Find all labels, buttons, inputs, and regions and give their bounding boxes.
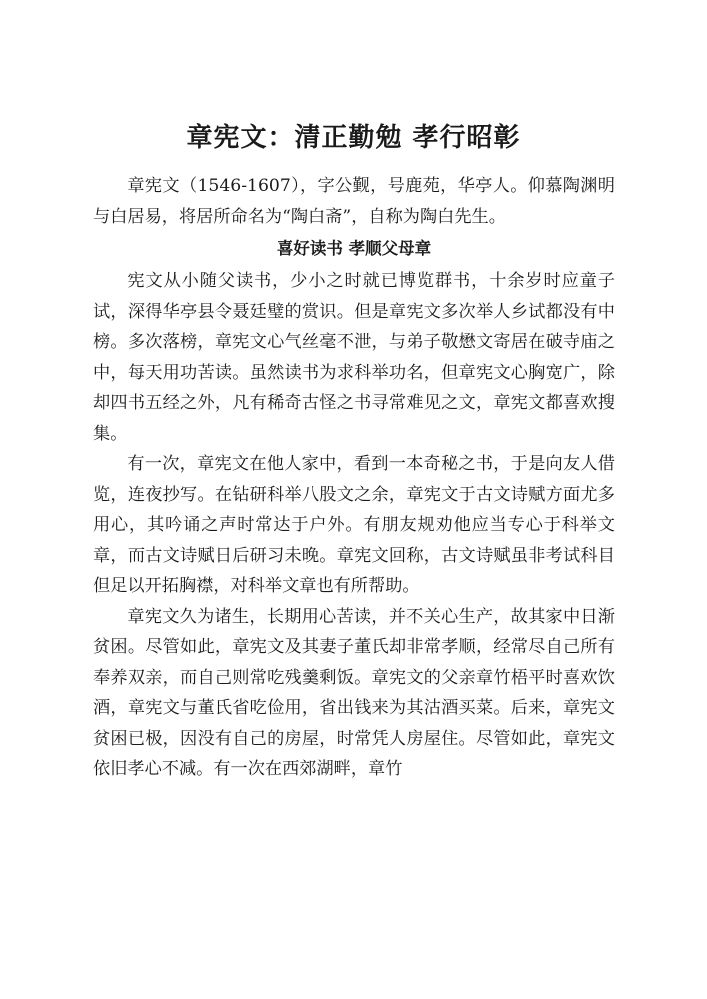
intro-paragraph: 章宪文（1546-1607），字公觐，号鹿苑，华亭人。仰慕陶渊明与白居易，将居所命名为“陶白斋”，自称为陶白先生。 (93, 176, 615, 227)
body-paragraph: 宪文从小随父读书，少小之时就已博览群书，十余岁时应童子试，深得华亭县令聂廷璧的赏识。但是章宪文多次举人乡试都没有中榜。多次落榜，章宪文心气丝毫不泄，与弟子敬懋文寄居在破寺庙之中，每天用功苦读。虽然读书为求科举功名，但章宪文心胸宽广，除却四书五经之外，凡有稀奇古怪之书寻常难见之文，章宪文都喜欢搜集。 (93, 271, 615, 444)
page-title: 章宪文：清正勤勉 孝行昭彰 (186, 123, 521, 153)
body-paragraph: 章宪文久为诸生，长期用心苦读，并不关心生产，故其家中日渐贫困。尽管如此，章宪文及其妻子董氏却非常孝顺，经常尽自己所有奉养双亲，而自己则常吃残羹剩饭。章宪文的父亲章竹梧平时喜欢饮酒，章宪文与董氏省吃俭用，省出钱来为其沽酒买菜。后来，章宪文贫困已极，因没有自己的房屋，时常凭人房屋住。尽管如此，章宪文依旧孝心不减。有一次在西郊湖畔，章竹 (93, 606, 615, 779)
section-heading: 喜好读书 孝顺父母章 (276, 239, 432, 258)
article-body (93, 171, 615, 785)
body-paragraph: 有一次，章宪文在他人家中，看到一本奇秘之书，于是向友人借览，连夜抄写。在钻研科举八股文之余，章宪文于古文诗赋方面尤多用心，其吟诵之声时常达于户外。有朋友规劝他应当专心于科举文章，而古文诗赋日后研习未晚。章宪文回称，古文诗赋虽非考试科目但足以开拓胸襟，对科举文章也有所帮助。 (93, 454, 615, 596)
